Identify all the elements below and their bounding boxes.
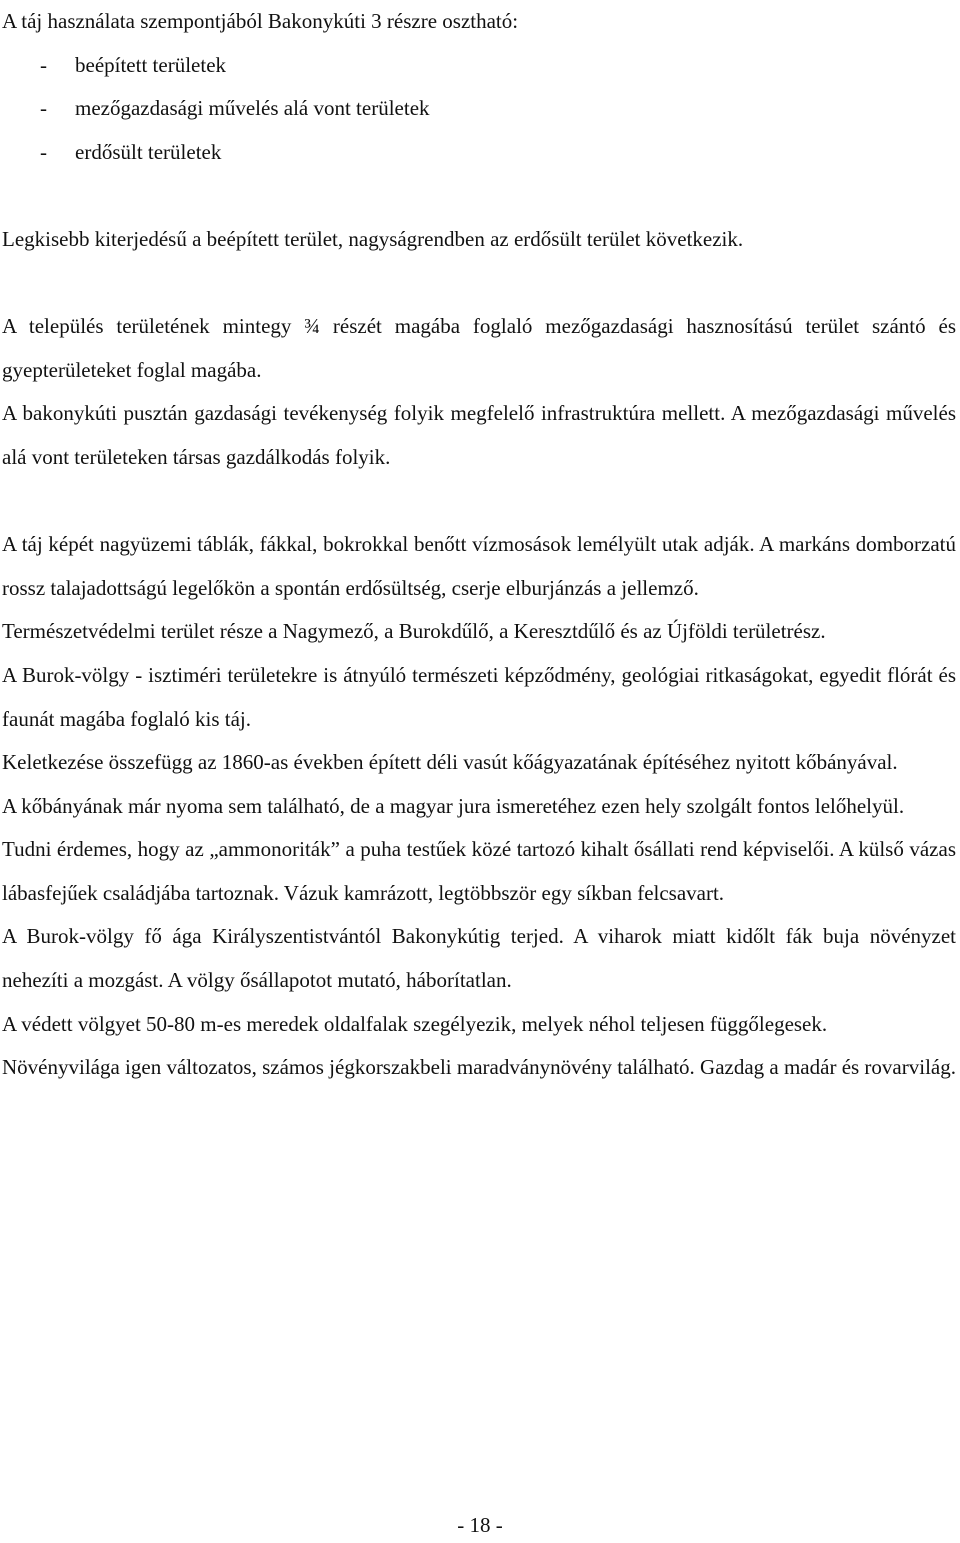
- document-body: [2, 0, 956, 1090]
- paragraph: Növényvilága igen változatos, számos jégkorszakbeli maradványnövény található. Gazdag a madár és rovarvilág.: [2, 1055, 956, 1080]
- list-item: [2, 44, 956, 88]
- list-dash: -: [40, 52, 47, 77]
- list-item-text: erdősült területek: [75, 139, 222, 164]
- paragraph: Legkisebb kiterjedésű a beépített terület, nagyságrendben az erdősült terület következik.: [2, 226, 744, 251]
- spacer: [2, 174, 956, 218]
- spacer: [2, 480, 956, 524]
- list-dash: -: [40, 139, 47, 164]
- paragraph: Természetvédelmi terület része a Nagymező, a Burokdűlő, a Keresztdűlő és az Újföldi területrész.: [2, 619, 826, 644]
- paragraph: A kőbányának már nyoma sem található, de a magyar jura ismeretéhez ezen hely szolgált fontos lelőhelyül.: [2, 793, 905, 818]
- paragraph: Keletkezése összefügg az 1860-as években épített déli vasút kőágyazatának építéséhez nyitott kőbányával.: [2, 750, 898, 775]
- paragraph: A Burok-völgy - isztiméri területekre is átnyúló természeti képződmény, geológiai ritkaságokat, egyedit flórát és faunát magába foglaló kis táj.: [2, 662, 956, 731]
- paragraph: Tudni érdemes, hogy az „ammonoriták” a puha testűek közé tartozó kihalt ősállati rend képviselői. A külső vázas lábasfejűek családjába tartoznak. Vázuk kamrázott, legtöbbször egy síkban felcsavart.: [2, 837, 956, 905]
- land-use-list: [2, 44, 956, 175]
- paragraph: A település területének mintegy ¾ részét magába foglaló mezőgazdasági hasznosítású terület szántó és gyepterületeket foglal magába.: [2, 314, 956, 382]
- page-number: - 18 -: [457, 1513, 503, 1537]
- list-item: [2, 131, 956, 175]
- paragraph: A bakonykúti pusztán gazdasági tevékenység folyik megfelelő infrastruktúra mellett. A mezőgazdasági művelés alá vont területeken társas gazdálkodás folyik.: [2, 401, 956, 469]
- paragraph: A védett völgyet 50-80 m-es meredek oldalfalak szegélyezik, melyek néhol teljesen függőlegesek.: [2, 1011, 828, 1036]
- list-dash: -: [40, 96, 47, 121]
- spacer: [2, 262, 956, 306]
- list-item-text: beépített területek: [75, 52, 227, 77]
- paragraph: A táj képét nagyüzemi táblák, fákkal, bokrokkal benőtt vízmosások lemélyült utak adják. A markáns domborzatú rossz talajadottságú legelőkön a spontán erdősültség, cserje elburjánzás a jellemző.: [2, 532, 956, 600]
- paragraph: A Burok-völgy fő ága Királyszentistvántól Bakonykútig terjed. A viharok miatt kidőlt fák buja növényzet nehezíti a mozgást. A völgy ősállapotot mutató, háborítatlan.: [2, 924, 956, 993]
- list-item-text: mezőgazdasági művelés alá vont területek: [75, 96, 430, 121]
- intro-sentence: A táj használata szempontjából Bakonykúti 3 részre osztható:: [2, 9, 519, 33]
- list-item: [2, 87, 956, 131]
